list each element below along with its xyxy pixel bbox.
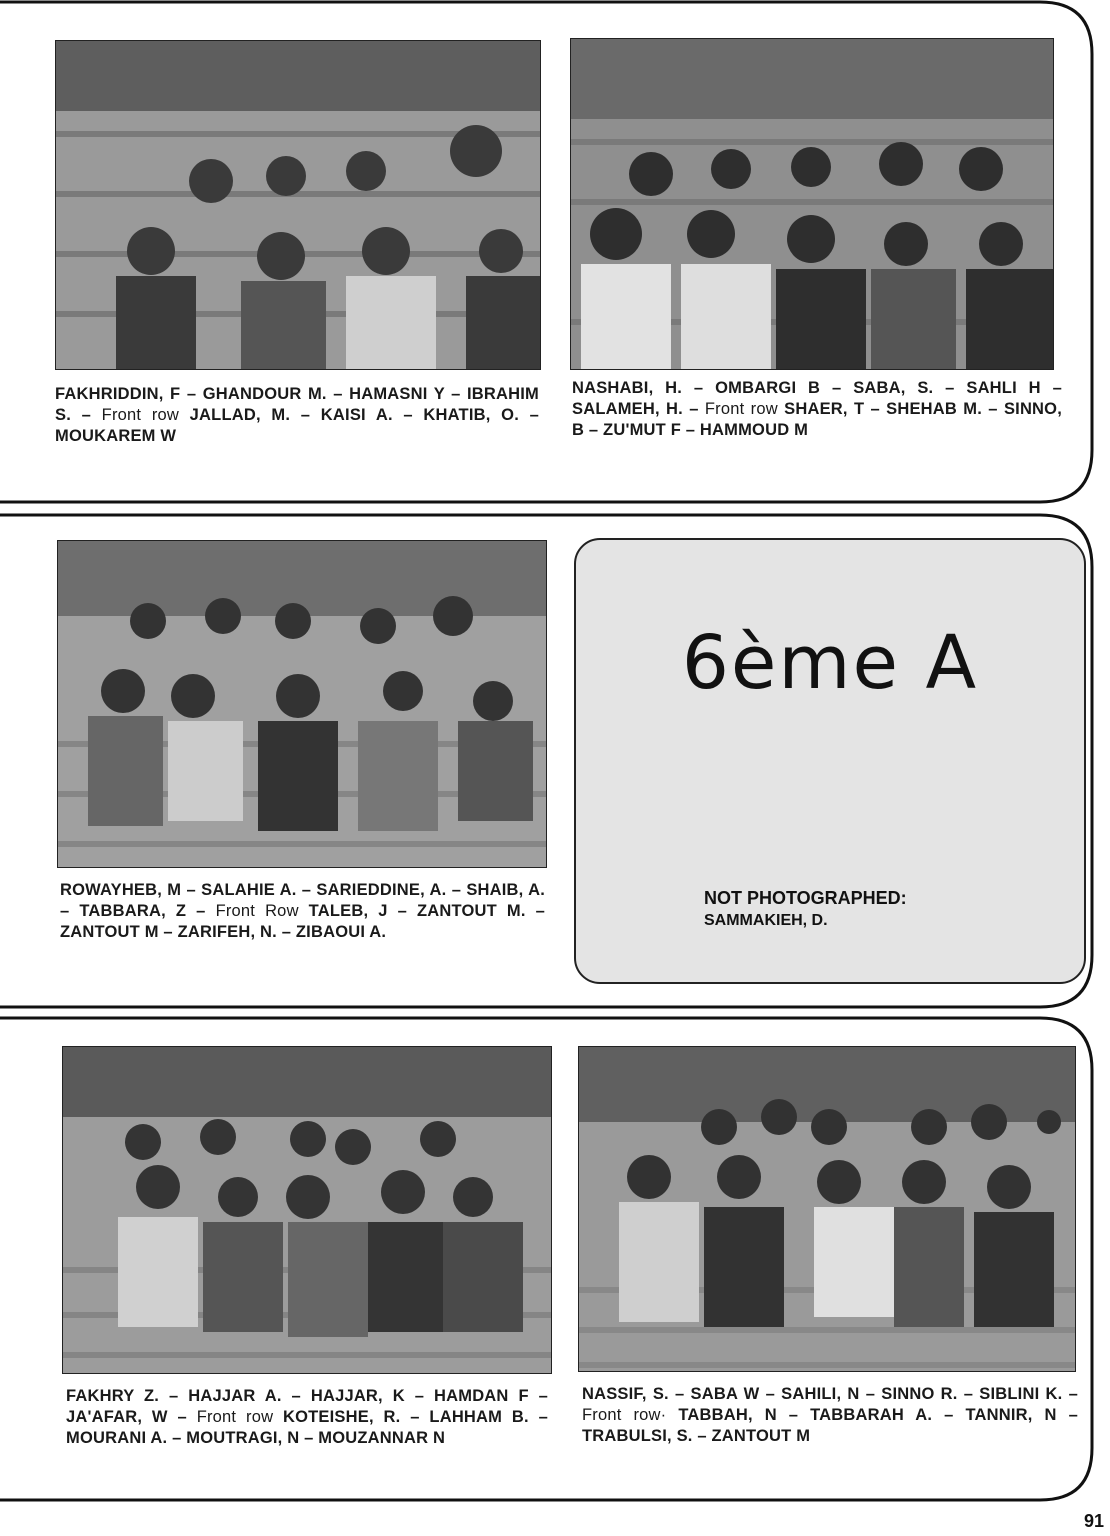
caption-names: JALLAD, M. – KAISI A. – KHATIB, O. – MOUKAREM W — [55, 406, 540, 445]
page-number: 91 — [1083, 1511, 1104, 1531]
caption-names: ROWAYHEB, M – SALAHIE A. – SARIEDDINE, A. – SHAIB, A. – TABBARA, Z – — [60, 881, 545, 920]
caption-names: NASSIF, S. – SABA W – SAHILI, N – SINNO R. – SIBLINI K. – — [582, 1385, 1078, 1403]
class-group-photo-2 — [570, 38, 1054, 370]
caption-names: FAKHRIDDIN, F – GHANDOUR M. – HAMASNI Y – IBRAHIM S. – — [55, 385, 539, 424]
front-row-label: Front row — [704, 400, 778, 418]
front-row-label: Front row — [196, 1408, 274, 1426]
class-group-photo-1 — [55, 40, 541, 370]
front-row-label: Front row — [101, 406, 180, 424]
caption-names: TALEB, J – ZANTOUT M. – ZANTOUT M – ZARIFEH, N. – ZIBAOUI A. — [60, 902, 546, 941]
class-group-photo-4 — [62, 1046, 552, 1374]
caption-names: NASHABI, H. – OMBARGI B – SABA, S. – SAHLI H – SALAMEH, H. – — [572, 379, 1062, 418]
photo-caption-2 — [572, 378, 1062, 441]
photo-caption-1 — [55, 384, 539, 447]
class-group-photo-3 — [57, 540, 547, 868]
class-group-photo-5 — [578, 1046, 1076, 1372]
caption-names: TABBAH, N – TABBARAH A. – TANNIR, N – TRABULSI, S. – ZANTOUT M — [582, 1406, 1078, 1445]
front-row-label: Front row· — [582, 1406, 667, 1424]
photo-caption-3 — [60, 880, 545, 943]
not-photographed-name: SAMMAKIEH, D. — [704, 912, 828, 929]
caption-names: FAKHRY Z. – HAJJAR A. – HAJJAR, K – HAMDAN F – JA'AFAR, W – — [66, 1387, 548, 1426]
photo-caption-4 — [66, 1386, 548, 1449]
caption-names: KOTEISHE, R. – LAHHAM B. – MOURANI A. – MOUTRAGI, N – MOUZANNAR N — [66, 1408, 548, 1447]
not-photographed-label: NOT PHOTOGRAPHED: — [704, 888, 907, 908]
class-title: 6ème A — [681, 620, 979, 706]
photo-caption-5 — [582, 1384, 1078, 1447]
front-row-label: Front Row — [215, 902, 299, 920]
caption-names: SHAER, T – SHEHAB M. – SINNO, B – ZU'MUT F – HAMMOUD M — [572, 400, 1062, 439]
class-title-box — [574, 538, 1086, 984]
